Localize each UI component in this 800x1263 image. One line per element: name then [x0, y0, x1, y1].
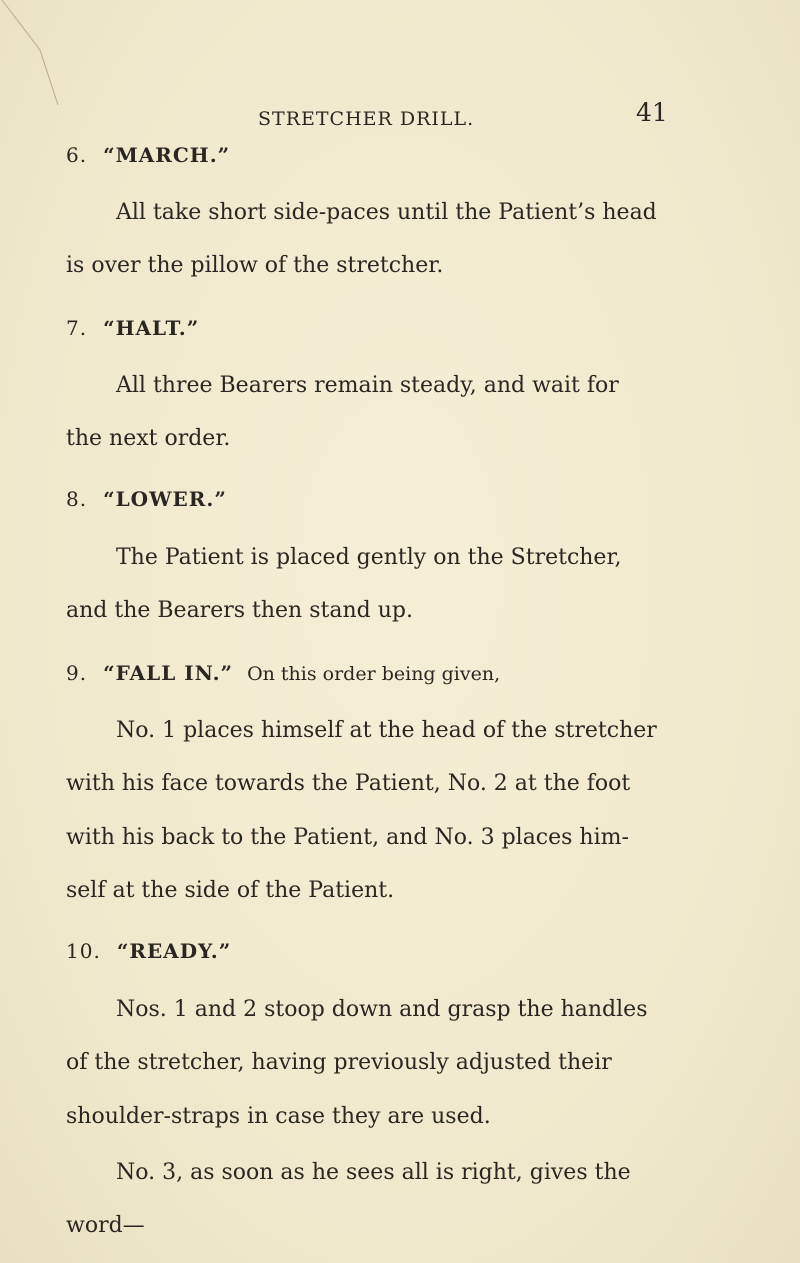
text-line: shoulder-straps in case they are used.: [66, 1104, 491, 1129]
page-number: 41: [636, 98, 668, 127]
section-9-heading: [66, 661, 500, 685]
text-line: No. 3, as soon as he sees all is right, gives the: [116, 1160, 631, 1185]
text-line: with his back to the Patient, and No. 3 places him-: [66, 825, 629, 850]
running-title: STRETCHER DRILL.: [258, 108, 475, 130]
command-word: “LOWER.”: [103, 487, 227, 511]
section-7-heading: [66, 316, 199, 340]
command-continuation: On this order being given,: [247, 663, 501, 685]
section-number: 10.: [66, 939, 101, 963]
section-8-heading: [66, 487, 227, 511]
text-line: The Patient is placed gently on the Stretcher,: [116, 545, 622, 570]
page-edge-shadow: [0, 0, 80, 110]
text-line: All take short side-paces until the Patient’s head: [116, 200, 657, 225]
text-line: Nos. 1 and 2 stoop down and grasp the handles: [116, 997, 648, 1022]
command-word: “HALT.”: [103, 316, 200, 340]
text-line: All three Bearers remain steady, and wait for: [116, 373, 619, 398]
command-word: “MARCH.”: [103, 143, 231, 167]
section-number: 9.: [66, 661, 88, 685]
section-10-heading: [66, 939, 231, 963]
text-line: and the Bearers then stand up.: [66, 598, 413, 623]
section-number: 8.: [66, 487, 88, 511]
section-number: 6.: [66, 143, 88, 167]
text-line: is over the pillow of the stretcher.: [66, 253, 444, 278]
text-line: with his face towards the Patient, No. 2 at the foot: [66, 771, 631, 796]
text-line: word—: [66, 1213, 145, 1238]
text-line: the next order.: [66, 426, 231, 451]
text-line: of the stretcher, having previously adjusted their: [66, 1050, 612, 1075]
section-6-heading: [66, 143, 230, 167]
command-word: “FALL IN.”: [103, 661, 234, 685]
text-line: self at the side of the Patient.: [66, 878, 395, 903]
section-number: 7.: [66, 316, 88, 340]
command-word: “READY.”: [116, 939, 232, 963]
text-line: No. 1 places himself at the head of the stretcher: [116, 718, 657, 743]
